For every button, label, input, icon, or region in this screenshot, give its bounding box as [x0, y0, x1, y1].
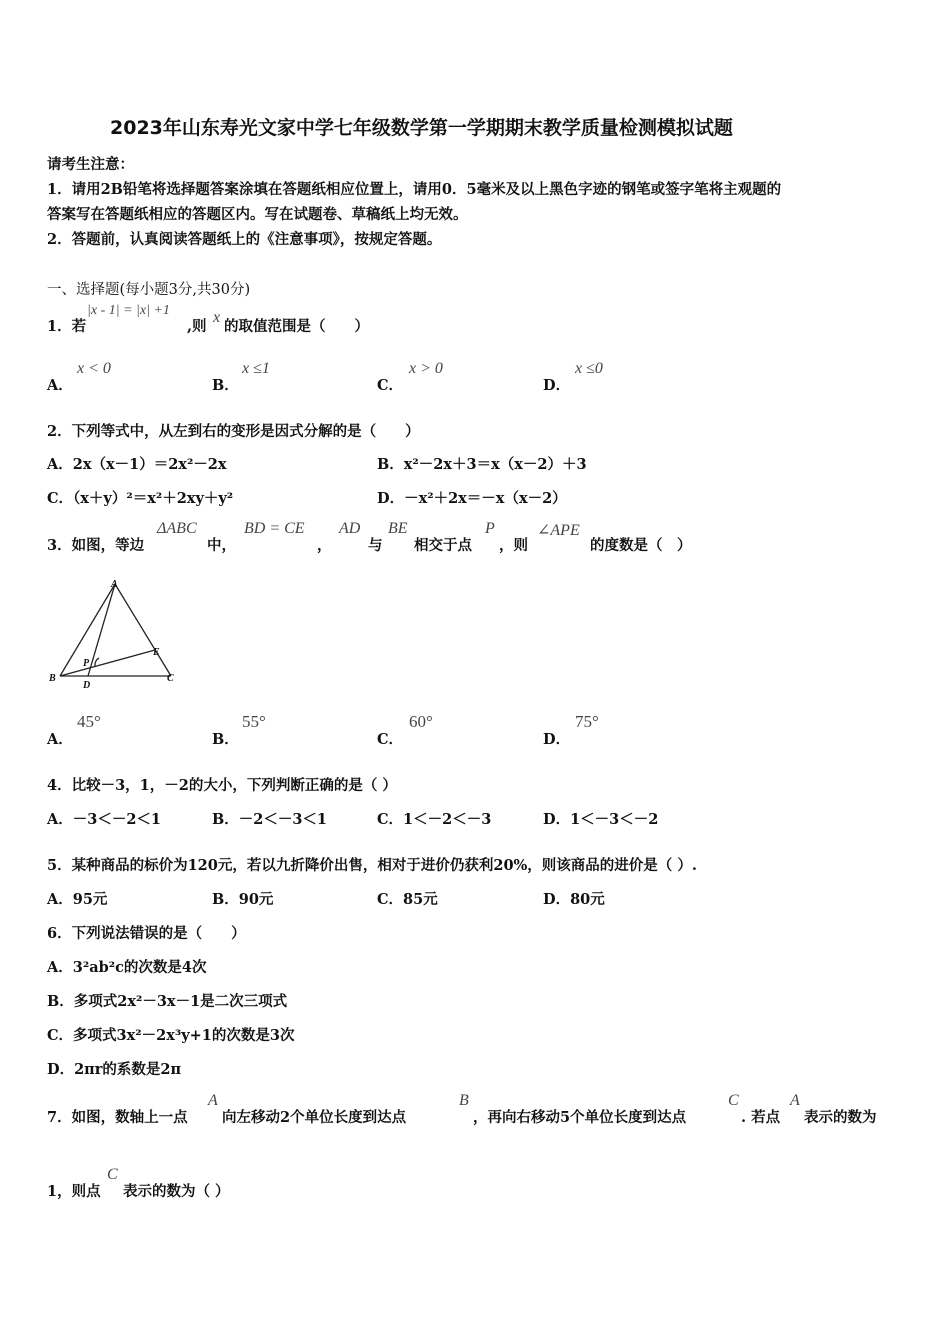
q7-text-6: 1，则点 [47, 1183, 101, 1200]
q1-mid: ,则 [187, 318, 207, 335]
q2-option-d[interactable]: D．－x²＋2x＝－x（x－2） [377, 490, 567, 507]
q4-stem: 4．比较－3，1，－2的大小，下列判断正确的是（ ） [47, 777, 397, 794]
q3-option-d: 75° [575, 712, 599, 731]
q3-triangle-figure [45, 578, 185, 688]
page-title: 2023年山东寿光文家中学七年级数学第一学期期末教学质量检测模拟试题 [110, 117, 733, 139]
q4-option-a[interactable]: A．－3＜－2＜1 [47, 811, 162, 828]
q3-option-b: 55° [242, 712, 266, 731]
q3-text-6: ，则 [499, 537, 528, 554]
q1-option-d: x ≤0 [575, 360, 603, 377]
q7-point-c-2: C [107, 1166, 118, 1183]
q1-expr: |x - 1| = |x| +1 [87, 303, 170, 318]
q7-text-2: 向左移动2个单位长度到达点 [222, 1109, 407, 1126]
label-c: C [167, 673, 174, 684]
q7-point-b: B [459, 1092, 469, 1109]
q7-point-c: C [728, 1092, 739, 1109]
q6-stem: 6．下列说法错误的是（ ） [47, 925, 246, 942]
q1-option-b: x ≤1 [242, 360, 270, 377]
q6-option-d[interactable]: D．2πr的系数是2π [47, 1061, 182, 1078]
q2-stem: 2．下列等式中，从左到右的变形是因式分解的是（ ） [47, 423, 420, 440]
q3-text-5: 相交于点 [414, 537, 472, 554]
q1-option-d-label[interactable]: D． [543, 377, 571, 394]
question-7 [47, 1092, 927, 1126]
q3-text-2: 中， [207, 537, 236, 554]
q5-option-a[interactable]: A．95元 [47, 891, 108, 908]
q7-text-5: 表示的数为 [804, 1109, 877, 1126]
notice-heading: 请考生注意： [47, 156, 134, 173]
q4-option-c[interactable]: C．1＜－2＜－3 [377, 811, 492, 828]
q3-text-4: 与 [368, 537, 383, 554]
q3-option-b-label[interactable]: B． [212, 731, 239, 748]
q3-option-c: 60° [409, 712, 433, 731]
segment-be [60, 650, 155, 676]
label-p: P [83, 658, 90, 669]
question-7-line-2 [47, 1166, 447, 1200]
q3-math-triangle: ΔABC [157, 520, 197, 537]
q2-option-a[interactable]: A．2x（x－1）＝2x²－2x [47, 456, 227, 473]
q6-option-b[interactable]: B．多项式2x²－3x－1是二次三项式 [47, 993, 288, 1010]
q3-math-be: BE [388, 520, 408, 537]
q3-text-1: 3．如图，等边 [47, 537, 145, 554]
q3-option-a: 45° [77, 712, 101, 731]
q3-text-3: ， [317, 537, 332, 554]
q2-option-c[interactable]: C．（x＋y）²＝x²＋2xy＋y² [47, 490, 234, 507]
q2-option-b[interactable]: B．x²－2x＋3＝x（x－2）＋3 [377, 456, 587, 473]
question-3 [47, 520, 927, 556]
q3-math-p: P [485, 520, 495, 537]
q3-math-ad: AD [339, 520, 361, 537]
q3-options [47, 712, 647, 746]
label-d: D [83, 680, 91, 688]
q7-point-a-2: A [790, 1092, 800, 1109]
q3-math-bdce: BD = CE [244, 520, 305, 537]
q1-option-b-label[interactable]: B． [212, 377, 239, 394]
q5-option-c[interactable]: C．85元 [377, 891, 438, 908]
q1-var: x [213, 309, 221, 326]
q7-text-7: 表示的数为（ ） [123, 1183, 230, 1200]
q3-option-d-label[interactable]: D． [543, 731, 571, 748]
angle-arc [95, 658, 99, 666]
q5-stem: 5．某种商品的标价为120元，若以九折降价出售，相对于进价仍获利20%，则该商品的进价是（ ）. [47, 857, 697, 874]
notice-line-1a: 1．请用2B铅笔将选择题答案涂填在答题纸相应位置上，请用0．5毫米及以上黑色字迹的钢笔或签字笔将主观题的 [47, 181, 782, 198]
section-heading: 一、选择题(每小题3分,共30分) [47, 282, 251, 298]
q1-options [47, 360, 647, 394]
q4-option-b[interactable]: B．－2＜－3＜1 [212, 811, 328, 828]
q1-option-c: x > 0 [409, 360, 443, 377]
q4-option-d[interactable]: D．1＜－3＜－2 [543, 811, 659, 828]
label-a: A [111, 579, 118, 590]
q3-text-7: 的度数是（ ） [590, 537, 692, 554]
q1-option-a-label[interactable]: A． [47, 377, 73, 394]
q1-tail: 的取值范围是（ ） [224, 318, 369, 335]
q1-option-a: x < 0 [77, 360, 111, 377]
q6-option-a[interactable]: A．3²ab²c的次数是4次 [47, 959, 207, 976]
q6-option-c[interactable]: C．多项式3x²－2x³y+1的次数是3次 [47, 1027, 295, 1044]
q7-point-a: A [208, 1092, 218, 1109]
q3-option-c-label[interactable]: C． [377, 731, 404, 748]
label-e: E [153, 647, 160, 658]
q3-option-a-label[interactable]: A． [47, 731, 73, 748]
notice-line-2: 2．答题前，认真阅读答题纸上的《注意事项》，按规定答题。 [47, 231, 442, 248]
q7-text-3: ，再向右移动5个单位长度到达点 [473, 1109, 687, 1126]
side-ac [115, 584, 171, 676]
q5-option-d[interactable]: D．80元 [543, 891, 605, 908]
label-b: B [49, 673, 56, 684]
q3-math-ape: ∠APE [537, 522, 580, 539]
q7-text-1: 7．如图，数轴上一点 [47, 1109, 188, 1126]
q1-option-c-label[interactable]: C． [377, 377, 404, 394]
q1-num: 1．若 [47, 318, 87, 335]
q7-text-4: . 若点 [741, 1109, 781, 1126]
q5-option-b[interactable]: B．90元 [212, 891, 274, 908]
notice-line-1b: 答案写在答题纸相应的答题区内。写在试题卷、草稿纸上均无效。 [47, 206, 468, 223]
